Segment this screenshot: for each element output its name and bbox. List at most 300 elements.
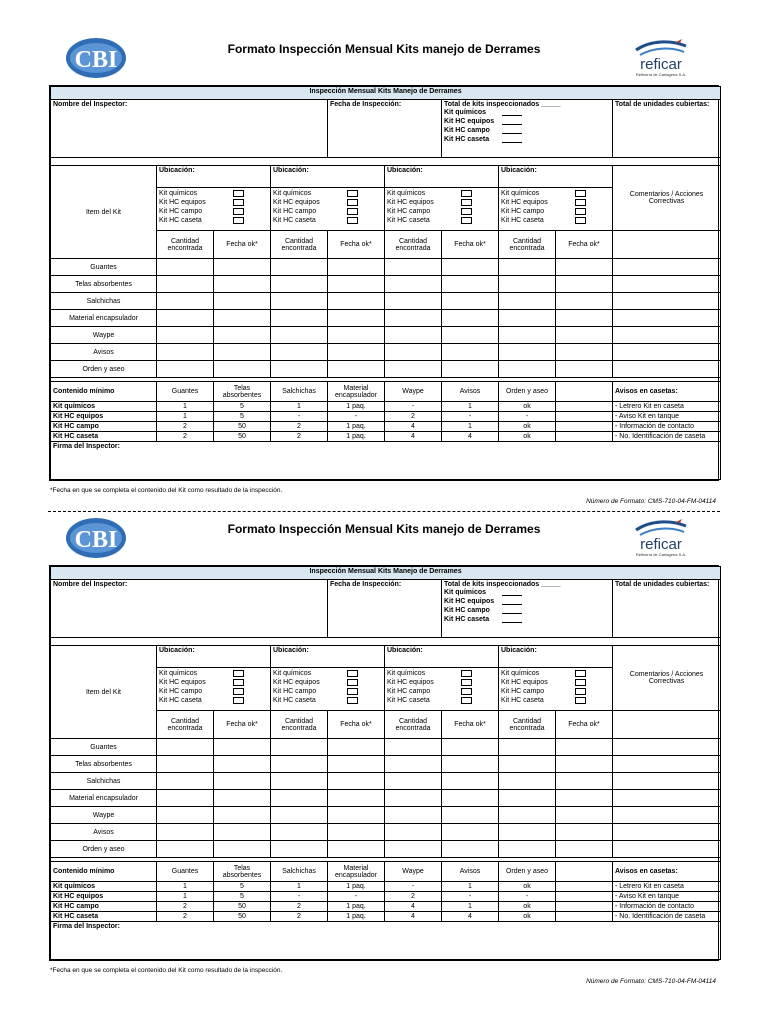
item-entry-cell[interactable] xyxy=(385,310,442,327)
kit-count-blank[interactable] xyxy=(502,137,522,143)
kit-count-line xyxy=(444,126,610,135)
kit-check-line xyxy=(387,207,496,216)
kit-checkbox[interactable] xyxy=(347,679,358,686)
kit-count-list xyxy=(444,588,610,624)
item-entry-cell[interactable] xyxy=(442,293,499,310)
kit-check-line xyxy=(273,216,382,225)
item-entry-cell[interactable] xyxy=(214,327,271,344)
item-entry-cell[interactable] xyxy=(499,824,556,841)
item-entry-cell[interactable] xyxy=(499,259,556,276)
item-label: Item del Kit xyxy=(51,646,157,739)
item-entry-cell[interactable] xyxy=(613,756,721,773)
item-entry-cell[interactable] xyxy=(442,259,499,276)
kit-check-label: Kit HC equipos xyxy=(273,199,320,206)
kit-checkbox[interactable] xyxy=(347,208,358,215)
minimum-value: 1 paq. xyxy=(328,402,385,412)
kit-check-label: Kit químicos xyxy=(159,190,198,197)
total-kits-field[interactable] xyxy=(442,100,613,158)
item-entry-cell[interactable] xyxy=(214,756,271,773)
item-entry-cell[interactable] xyxy=(613,807,721,824)
minimum-value: 1 xyxy=(157,882,214,892)
item-entry-cell[interactable] xyxy=(442,344,499,361)
location-field[interactable]: Ubicación: xyxy=(157,646,271,668)
item-entry-cell[interactable] xyxy=(442,327,499,344)
comments-label: Comentarios / Acciones Correctivas xyxy=(613,166,721,231)
minimum-value: 5 xyxy=(214,402,271,412)
item-entry-cell[interactable] xyxy=(214,773,271,790)
kit-check-line xyxy=(387,198,496,207)
kit-checkbox[interactable] xyxy=(233,190,244,197)
minimum-column-header: Orden y aseo xyxy=(499,862,556,882)
kit-check-line xyxy=(159,678,268,687)
item-entry-cell[interactable] xyxy=(442,807,499,824)
minimum-value: 4 xyxy=(385,902,442,912)
kit-check-label: Kit químicos xyxy=(273,670,312,677)
item-entry-cell[interactable] xyxy=(556,841,613,858)
minimum-column-header: Orden y aseo xyxy=(499,382,556,402)
total-units-field[interactable]: Total de unidades cubiertas: xyxy=(613,580,721,638)
kit-check-label: Kit químicos xyxy=(159,670,198,677)
item-entry-cell[interactable] xyxy=(157,361,214,378)
reficar-logo-text: reficar xyxy=(640,536,682,553)
signs-label: Avisos en casetas: xyxy=(613,382,721,402)
item-entry-cell[interactable] xyxy=(271,293,328,310)
kit-check-label: Kit HC campo xyxy=(159,208,203,215)
kit-count-label: Kit químicos xyxy=(444,589,487,596)
item-entry-cell[interactable] xyxy=(499,276,556,293)
signs-label: Avisos en casetas: xyxy=(613,862,721,882)
kit-checkbox[interactable] xyxy=(461,199,472,206)
item-entry-cell[interactable] xyxy=(499,807,556,824)
item-entry-cell[interactable] xyxy=(499,739,556,756)
form-table xyxy=(50,566,721,960)
item-entry-cell[interactable] xyxy=(271,310,328,327)
sign-requirement: - Información de contacto xyxy=(613,422,721,432)
minimum-value: 1 xyxy=(271,402,328,412)
kit-count-blank[interactable] xyxy=(502,110,522,116)
minimum-value: - xyxy=(271,412,328,422)
item-entry-cell[interactable] xyxy=(157,824,214,841)
minimum-value: 4 xyxy=(385,912,442,922)
kit-check-label: Kit HC campo xyxy=(273,208,317,215)
item-entry-cell[interactable] xyxy=(271,739,328,756)
kit-check-line xyxy=(501,669,610,678)
kit-checkbox[interactable] xyxy=(233,697,244,704)
minimum-value: 1 paq. xyxy=(328,912,385,922)
item-entry-cell[interactable] xyxy=(328,361,385,378)
item-entry-cell[interactable] xyxy=(271,790,328,807)
minimum-value: 50 xyxy=(214,902,271,912)
minimum-row xyxy=(51,882,721,892)
item-entry-cell[interactable] xyxy=(214,259,271,276)
item-entry-cell[interactable] xyxy=(328,756,385,773)
item-entry-cell[interactable] xyxy=(271,259,328,276)
kit-check-label: Kit HC equipos xyxy=(159,199,206,206)
item-entry-cell[interactable] xyxy=(556,807,613,824)
form-table xyxy=(50,86,721,480)
total-units-field[interactable]: Total de unidades cubiertas: xyxy=(613,100,721,158)
item-entry-cell[interactable] xyxy=(556,276,613,293)
item-entry-cell[interactable] xyxy=(385,807,442,824)
item-entry-cell[interactable] xyxy=(157,756,214,773)
item-entry-cell[interactable] xyxy=(442,361,499,378)
location-field[interactable]: Ubicación: xyxy=(499,166,613,188)
item-entry-cell[interactable] xyxy=(556,344,613,361)
item-entry-cell[interactable] xyxy=(613,344,721,361)
kit-checkbox[interactable] xyxy=(233,208,244,215)
sign-requirement: - Letrero Kit en caseta xyxy=(613,882,721,892)
kit-count-label: Kit HC equipos xyxy=(444,598,495,605)
kit-check-line xyxy=(273,687,382,696)
kit-checklist xyxy=(157,188,271,231)
minimum-content-label: Contenido mínimo xyxy=(51,382,157,402)
minimum-value: ok xyxy=(499,402,556,412)
location-field[interactable]: Ubicación: xyxy=(499,646,613,668)
item-entry-cell[interactable] xyxy=(556,259,613,276)
item-entry-cell[interactable] xyxy=(613,739,721,756)
item-entry-cell[interactable] xyxy=(442,773,499,790)
location-field[interactable]: Ubicación: xyxy=(157,166,271,188)
item-entry-cell[interactable] xyxy=(556,790,613,807)
qty-header: Cantidad encontrada xyxy=(271,711,328,739)
item-entry-cell[interactable] xyxy=(271,841,328,858)
total-kits-field[interactable] xyxy=(442,580,613,638)
minimum-column-header: Salchichas xyxy=(271,862,328,882)
kit-check-line xyxy=(273,189,382,198)
item-entry-cell[interactable] xyxy=(385,773,442,790)
kit-checkbox[interactable] xyxy=(575,190,586,197)
kit-check-line xyxy=(159,207,268,216)
item-entry-cell[interactable] xyxy=(157,293,214,310)
item-entry-cell[interactable] xyxy=(328,310,385,327)
inspection-date-field[interactable]: Fecha de Inspección: xyxy=(328,580,442,638)
signature-field[interactable]: Firma del Inspector: xyxy=(51,922,721,960)
kit-checkbox[interactable] xyxy=(575,670,586,677)
form-number: Número de Formato: CMS-710-04-FM-04114 xyxy=(586,978,716,985)
minimum-value: ok xyxy=(499,882,556,892)
item-entry-cell[interactable] xyxy=(328,739,385,756)
minimum-value: 50 xyxy=(214,432,271,442)
item-entry-cell[interactable] xyxy=(271,824,328,841)
item-entry-cell[interactable] xyxy=(442,841,499,858)
item-entry-cell[interactable] xyxy=(613,327,721,344)
kit-checkbox[interactable] xyxy=(461,190,472,197)
signature-field[interactable]: Firma del Inspector: xyxy=(51,442,721,480)
item-entry-cell[interactable] xyxy=(556,824,613,841)
minimum-value: ok xyxy=(499,912,556,922)
item-entry-cell[interactable] xyxy=(328,841,385,858)
item-entry-cell[interactable] xyxy=(499,361,556,378)
item-entry-cell[interactable] xyxy=(499,790,556,807)
kit-checkbox[interactable] xyxy=(233,217,244,224)
kit-count-blank[interactable] xyxy=(502,608,522,614)
kit-check-line xyxy=(159,696,268,705)
item-entry-cell[interactable] xyxy=(328,773,385,790)
item-name: Material encapsulador xyxy=(51,310,157,327)
footnote: *Fecha en que se completa el contenido del Kit como resultado de la inspección. xyxy=(50,967,283,974)
kit-checkbox[interactable] xyxy=(575,208,586,215)
minimum-value: 1 xyxy=(442,902,499,912)
kit-checkbox[interactable] xyxy=(575,679,586,686)
qty-header: Cantidad encontrada xyxy=(157,231,214,259)
item-entry-cell[interactable] xyxy=(613,841,721,858)
kit-checkbox[interactable] xyxy=(575,199,586,206)
kit-check-line xyxy=(273,678,382,687)
item-entry-cell[interactable] xyxy=(385,756,442,773)
item-entry-cell[interactable] xyxy=(499,310,556,327)
minimum-value: - xyxy=(328,892,385,902)
minimum-value: 4 xyxy=(385,432,442,442)
item-entry-cell[interactable] xyxy=(328,327,385,344)
minimum-value: ok xyxy=(499,432,556,442)
qty-header: Cantidad encontrada xyxy=(271,231,328,259)
kit-checkbox[interactable] xyxy=(575,217,586,224)
minimum-value: 5 xyxy=(214,892,271,902)
kit-check-line xyxy=(273,669,382,678)
item-entry-cell[interactable] xyxy=(214,790,271,807)
kit-checklist xyxy=(385,188,499,231)
kit-count-line xyxy=(444,597,610,606)
reficar-logo xyxy=(626,38,696,78)
kit-count-blank[interactable] xyxy=(502,617,522,623)
minimum-value: 1 xyxy=(442,422,499,432)
item-entry-cell[interactable] xyxy=(214,739,271,756)
item-entry-cell[interactable] xyxy=(385,824,442,841)
kit-checkbox[interactable] xyxy=(347,217,358,224)
item-entry-cell[interactable] xyxy=(442,824,499,841)
kit-checkbox[interactable] xyxy=(233,679,244,686)
kit-checkbox[interactable] xyxy=(461,208,472,215)
kit-checkbox[interactable] xyxy=(461,670,472,677)
item-row xyxy=(51,259,721,276)
item-entry-cell[interactable] xyxy=(214,310,271,327)
cut-line xyxy=(48,511,720,512)
item-entry-cell[interactable] xyxy=(157,259,214,276)
item-entry-cell[interactable] xyxy=(214,361,271,378)
item-entry-cell[interactable] xyxy=(385,841,442,858)
kit-check-line xyxy=(387,216,496,225)
item-entry-cell[interactable] xyxy=(556,293,613,310)
kit-checkbox[interactable] xyxy=(233,688,244,695)
item-entry-cell[interactable] xyxy=(556,361,613,378)
kit-check-line xyxy=(501,696,610,705)
item-entry-cell[interactable] xyxy=(385,327,442,344)
sign-requirement: - No. Identificación de caseta xyxy=(613,432,721,442)
item-entry-cell[interactable] xyxy=(328,790,385,807)
item-entry-cell[interactable] xyxy=(271,344,328,361)
kit-check-label: Kit HC campo xyxy=(273,688,317,695)
item-entry-cell[interactable] xyxy=(613,361,721,378)
comments-cell[interactable] xyxy=(613,711,721,739)
kit-check-label: Kit HC campo xyxy=(387,208,431,215)
item-entry-cell[interactable] xyxy=(385,276,442,293)
kit-checkbox[interactable] xyxy=(575,697,586,704)
item-entry-cell[interactable] xyxy=(328,344,385,361)
item-entry-cell[interactable] xyxy=(385,344,442,361)
item-entry-cell[interactable] xyxy=(499,841,556,858)
item-entry-cell[interactable] xyxy=(214,293,271,310)
item-entry-cell[interactable] xyxy=(157,327,214,344)
item-entry-cell[interactable] xyxy=(442,790,499,807)
minimum-value: 2 xyxy=(157,902,214,912)
item-entry-cell[interactable] xyxy=(385,293,442,310)
minimum-value: - xyxy=(271,892,328,902)
qty-header: Cantidad encontrada xyxy=(385,231,442,259)
item-entry-cell[interactable] xyxy=(328,807,385,824)
item-entry-cell[interactable] xyxy=(556,327,613,344)
kit-check-label: Kit HC equipos xyxy=(501,199,548,206)
item-entry-cell[interactable] xyxy=(328,293,385,310)
minimum-value: 4 xyxy=(442,912,499,922)
item-entry-cell[interactable] xyxy=(157,739,214,756)
kit-checkbox[interactable] xyxy=(233,670,244,677)
item-entry-cell[interactable] xyxy=(271,773,328,790)
kit-count-blank[interactable] xyxy=(502,599,522,605)
inspector-name-field[interactable]: Nombre del Inspector: xyxy=(51,580,328,638)
item-entry-cell[interactable] xyxy=(271,756,328,773)
item-entry-cell[interactable] xyxy=(385,259,442,276)
kit-checkbox[interactable] xyxy=(347,670,358,677)
item-entry-cell[interactable] xyxy=(271,807,328,824)
item-entry-cell[interactable] xyxy=(328,276,385,293)
item-entry-cell[interactable] xyxy=(214,807,271,824)
minimum-column-header: Material encapsulador xyxy=(328,382,385,402)
total-kits-label: Total de kits inspeccionados _____ xyxy=(444,101,561,108)
item-entry-cell[interactable] xyxy=(499,756,556,773)
item-entry-cell[interactable] xyxy=(157,841,214,858)
location-field[interactable]: Ubicación: xyxy=(271,646,385,668)
item-name: Orden y aseo xyxy=(51,841,157,858)
item-entry-cell[interactable] xyxy=(556,773,613,790)
kit-checkbox[interactable] xyxy=(233,199,244,206)
minimum-column-header: Waype xyxy=(385,382,442,402)
item-entry-cell[interactable] xyxy=(556,756,613,773)
reficar-logo xyxy=(626,518,696,558)
item-entry-cell[interactable] xyxy=(214,824,271,841)
item-entry-cell[interactable] xyxy=(271,327,328,344)
kit-checkbox[interactable] xyxy=(347,190,358,197)
kit-check-line xyxy=(159,189,268,198)
item-entry-cell[interactable] xyxy=(556,739,613,756)
item-entry-cell[interactable] xyxy=(613,773,721,790)
minimum-kit-name: Kit HC equipos xyxy=(51,412,157,422)
kit-check-line xyxy=(501,207,610,216)
item-entry-cell[interactable] xyxy=(214,276,271,293)
item-entry-cell[interactable] xyxy=(214,344,271,361)
item-row xyxy=(51,841,721,858)
kit-checkbox[interactable] xyxy=(347,697,358,704)
kit-check-line xyxy=(273,207,382,216)
inspection-date-field[interactable]: Fecha de Inspección: xyxy=(328,100,442,158)
minimum-value: - xyxy=(385,882,442,892)
kit-count-label: Kit químicos xyxy=(444,109,487,116)
item-entry-cell[interactable] xyxy=(157,773,214,790)
item-entry-cell[interactable] xyxy=(214,841,271,858)
minimum-kit-name: Kit HC campo xyxy=(51,422,157,432)
location-field[interactable]: Ubicación: xyxy=(385,166,499,188)
item-entry-cell[interactable] xyxy=(613,259,721,276)
kit-checkbox[interactable] xyxy=(575,688,586,695)
location-field[interactable]: Ubicación: xyxy=(271,166,385,188)
item-entry-cell[interactable] xyxy=(157,807,214,824)
item-entry-cell[interactable] xyxy=(271,276,328,293)
kit-check-label: Kit químicos xyxy=(273,190,312,197)
minimum-value: 2 xyxy=(157,912,214,922)
item-entry-cell[interactable] xyxy=(442,276,499,293)
item-entry-cell[interactable] xyxy=(499,344,556,361)
item-entry-cell[interactable] xyxy=(157,344,214,361)
item-row xyxy=(51,739,721,756)
minimum-value: - xyxy=(328,412,385,422)
kit-count-blank[interactable] xyxy=(502,128,522,134)
item-name: Material encapsulador xyxy=(51,790,157,807)
item-entry-cell[interactable] xyxy=(442,310,499,327)
item-entry-cell[interactable] xyxy=(556,310,613,327)
item-entry-cell[interactable] xyxy=(157,276,214,293)
item-entry-cell[interactable] xyxy=(613,276,721,293)
item-entry-cell[interactable] xyxy=(613,293,721,310)
item-entry-cell[interactable] xyxy=(613,790,721,807)
minimum-value: - xyxy=(499,892,556,902)
minimum-value: 1 paq. xyxy=(328,902,385,912)
item-entry-cell[interactable] xyxy=(499,327,556,344)
cbi-logo xyxy=(64,516,128,560)
item-entry-cell[interactable] xyxy=(442,739,499,756)
kit-check-line xyxy=(387,687,496,696)
item-entry-cell[interactable] xyxy=(157,790,214,807)
kit-checkbox[interactable] xyxy=(461,697,472,704)
kit-check-line xyxy=(159,687,268,696)
kit-checkbox[interactable] xyxy=(347,199,358,206)
footnote: *Fecha en que se completa el contenido del Kit como resultado de la inspección. xyxy=(50,487,283,494)
kit-check-label: Kit HC caseta xyxy=(501,217,544,224)
minimum-empty-cell xyxy=(556,862,613,882)
kit-check-line xyxy=(387,696,496,705)
item-entry-cell[interactable] xyxy=(442,756,499,773)
kit-count-blank[interactable] xyxy=(502,119,522,125)
minimum-value: 1 xyxy=(442,882,499,892)
minimum-value: 2 xyxy=(271,432,328,442)
kit-checkbox[interactable] xyxy=(347,688,358,695)
item-name: Avisos xyxy=(51,824,157,841)
item-entry-cell[interactable] xyxy=(613,824,721,841)
kit-count-blank[interactable] xyxy=(502,590,522,596)
minimum-value: 1 paq. xyxy=(328,432,385,442)
inspector-name-field[interactable]: Nombre del Inspector: xyxy=(51,100,328,158)
item-entry-cell[interactable] xyxy=(613,310,721,327)
kit-checkbox[interactable] xyxy=(461,688,472,695)
item-entry-cell[interactable] xyxy=(328,824,385,841)
item-entry-cell[interactable] xyxy=(271,361,328,378)
minimum-row xyxy=(51,902,721,912)
item-entry-cell[interactable] xyxy=(499,773,556,790)
item-entry-cell[interactable] xyxy=(385,361,442,378)
item-entry-cell[interactable] xyxy=(385,790,442,807)
kit-checkbox[interactable] xyxy=(461,217,472,224)
item-entry-cell[interactable] xyxy=(157,310,214,327)
item-row xyxy=(51,344,721,361)
minimum-empty-cell xyxy=(556,912,613,922)
item-entry-cell[interactable] xyxy=(499,293,556,310)
minimum-kit-name: Kit HC caseta xyxy=(51,432,157,442)
location-field[interactable]: Ubicación: xyxy=(385,646,499,668)
kit-checkbox[interactable] xyxy=(461,679,472,686)
page-title: Formato Inspección Mensual Kits manejo de Derrames xyxy=(227,42,541,56)
comments-cell[interactable] xyxy=(613,231,721,259)
minimum-value: - xyxy=(385,402,442,412)
item-entry-cell[interactable] xyxy=(385,739,442,756)
item-entry-cell[interactable] xyxy=(328,259,385,276)
